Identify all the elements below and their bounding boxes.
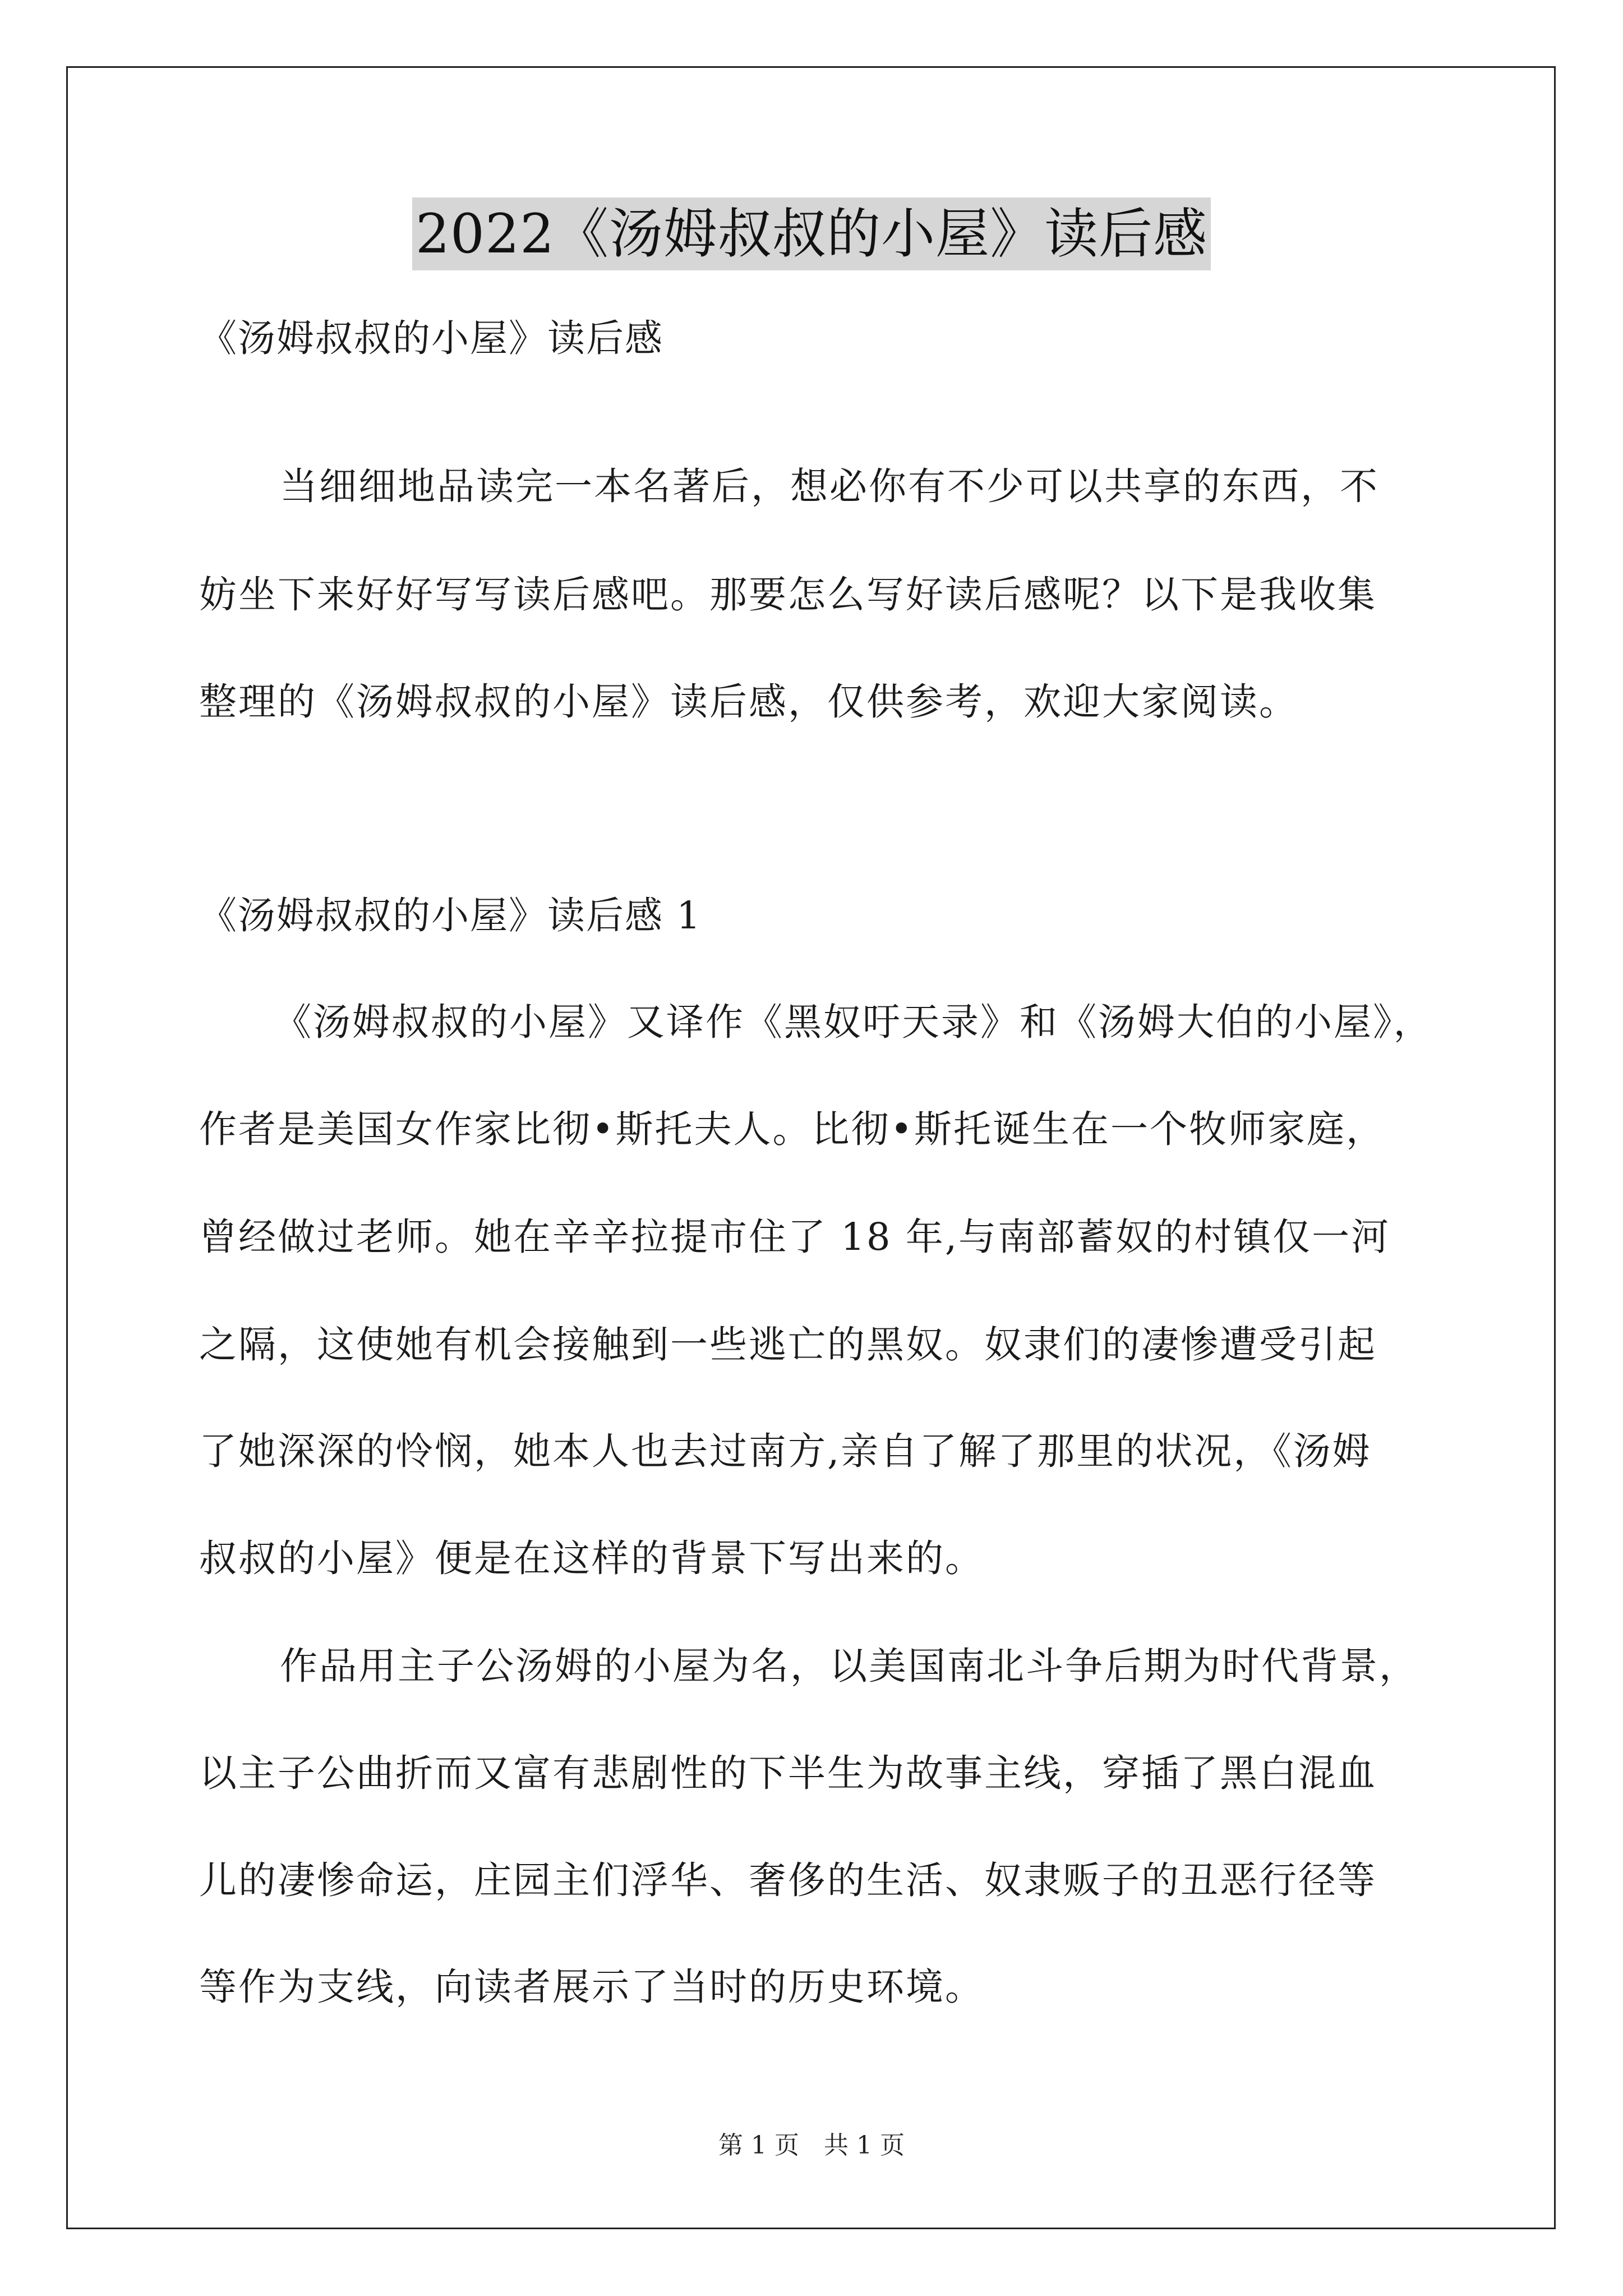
section1-p2-line-3: 儿的凄惨命运，庄园主们浮华、奢侈的生活、奴隶贩子的丑恶行径等 <box>199 1858 1377 1902</box>
section1-p1-line-1: 《汤姆叔叔的小屋》又译作《黑奴吁天录》和《汤姆大伯的小屋》， <box>274 1000 1433 1044</box>
page-footer <box>0 2129 1623 2162</box>
section1-p1-line-4: 之隔，这使她有机会接触到一些逃亡的黑奴。奴隶们的凄惨遭受引起 <box>199 1323 1377 1366</box>
intro-heading: 《汤姆叔叔的小屋》读后感 <box>199 316 663 360</box>
section1-p1-line-3: 曾经做过老师。她在辛辛拉提市住了 18 年,与南部蓄奴的村镇仅一河 <box>199 1215 1391 1259</box>
section1-p2-line-4: 等作为支线，向读者展示了当时的历史环境。 <box>199 1965 984 2009</box>
section1-heading: 《汤姆叔叔的小屋》读后感 1 <box>199 894 702 937</box>
section1-p2-line-1: 作品用主子公汤姆的小屋为名，以美国南北斗争后期为时代背景， <box>280 1644 1418 1688</box>
section1-p1-line-2: 作者是美国女作家比彻•斯托夫人。比彻•斯托诞生在一个牧师家庭， <box>199 1107 1386 1151</box>
document-title: 2022《汤姆叔叔的小屋》读后感 <box>412 197 1211 270</box>
intro-line-2: 妨坐下来好好写写读后感吧。那要怎么写好读后感呢？以下是我收集 <box>199 573 1377 616</box>
intro-line-3: 整理的《汤姆叔叔的小屋》读后感，仅供参考，欢迎大家阅读。 <box>199 680 1298 724</box>
section1-p2-line-2: 以主子公曲折而又富有悲剧性的下半生为故事主线，穿插了黑白混血 <box>199 1751 1377 1795</box>
section1-p1-line-5: 了她深深的怜悯，她本人也去过南方,亲自了解了那里的状况，《汤姆 <box>199 1429 1372 1473</box>
intro-line-1: 当细细地品读完一本名著后，想必你有不少可以共享的东西，不 <box>280 464 1379 508</box>
title-container <box>0 197 1623 270</box>
page-number: 第 1 页 <box>718 2131 799 2160</box>
page-total: 共 1 页 <box>824 2131 905 2160</box>
section1-p1-line-6: 叔叔的小屋》便是在这样的背景下写出来的。 <box>199 1536 984 1580</box>
